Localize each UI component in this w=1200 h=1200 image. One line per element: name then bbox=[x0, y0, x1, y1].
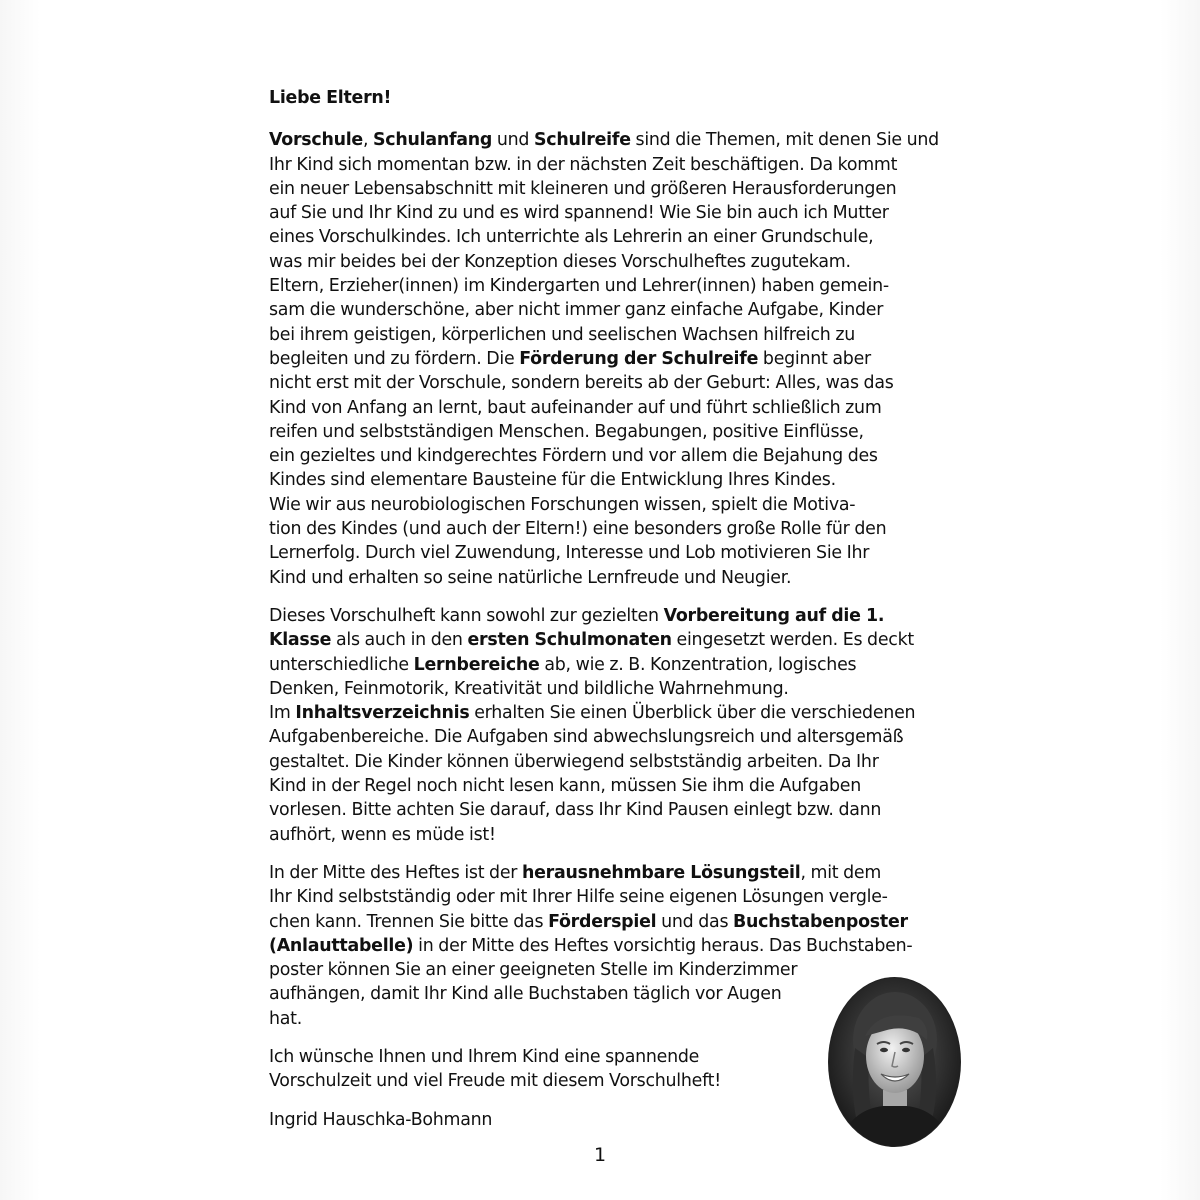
letter-body bbox=[269, 86, 989, 1132]
bold-text: ersten Schulmonaten bbox=[467, 630, 672, 651]
salutation: Liebe Eltern! bbox=[269, 88, 392, 108]
text-segment: aufhört, wenn es müde ist! bbox=[269, 824, 496, 845]
text-segment: In der Mitte des Heftes ist der bbox=[269, 862, 522, 883]
text-line bbox=[269, 468, 989, 492]
text-segment: unterschiedliche bbox=[269, 654, 414, 675]
paragraph-gap bbox=[269, 590, 989, 604]
text-line bbox=[269, 653, 989, 677]
text-segment: nicht erst mit der Vorschule, sondern bereits ab der Geburt: Alles, was das bbox=[269, 373, 894, 394]
text-line bbox=[269, 444, 989, 468]
text-line bbox=[269, 823, 989, 847]
paragraph bbox=[269, 604, 989, 847]
text-line bbox=[269, 201, 989, 225]
text-line bbox=[269, 347, 989, 371]
bold-text: Vorschule bbox=[269, 130, 363, 151]
text-segment: auf Sie und Ihr Kind zu und es wird spannend! Wie Sie bin auch ich Mutter bbox=[269, 203, 889, 224]
text-segment: vorlesen. Bitte achten Sie darauf, dass Ihr Kind Pausen einlegt bzw. dann bbox=[269, 800, 882, 821]
text-segment: erhalten Sie einen Überblick über die verschiedenen bbox=[469, 703, 916, 724]
bold-text: Förderspiel bbox=[548, 911, 657, 932]
text-segment: aufhängen, damit Ihr Kind alle Buchstaben täglich vor Augen bbox=[269, 984, 782, 1005]
text-segment: sind die Themen, mit denen Sie und bbox=[630, 130, 939, 151]
text-segment: Vorschulzeit und viel Freude mit diesem Vorschulheft! bbox=[269, 1071, 721, 1092]
letter-paragraphs bbox=[269, 128, 989, 1093]
text-line bbox=[269, 128, 989, 152]
text-line bbox=[269, 274, 989, 298]
author-portrait-photo bbox=[829, 978, 960, 1146]
text-segment: und bbox=[492, 130, 534, 151]
text-line bbox=[269, 774, 989, 798]
bold-text: Vorbereitung auf die 1. bbox=[663, 605, 885, 626]
text-segment: , bbox=[362, 130, 374, 151]
text-line bbox=[269, 371, 989, 395]
text-line bbox=[269, 396, 989, 420]
bold-text: herausnehmbare Lösungsteil bbox=[521, 862, 801, 883]
text-line bbox=[269, 323, 989, 347]
bold-text: Lernbereiche bbox=[413, 654, 540, 675]
text-line bbox=[269, 493, 989, 517]
author-portrait bbox=[829, 978, 960, 1146]
text-line bbox=[269, 750, 989, 774]
text-line bbox=[269, 517, 989, 541]
text-line bbox=[269, 541, 989, 565]
text-segment: als auch in den bbox=[331, 630, 468, 651]
text-segment: und das bbox=[656, 911, 734, 932]
text-line bbox=[269, 225, 989, 249]
text-line bbox=[269, 628, 989, 652]
text-line bbox=[269, 177, 989, 201]
text-segment: Kind von Anfang an lernt, baut aufeinander auf und führt schließlich zum bbox=[269, 397, 882, 418]
text-segment: in der Mitte des Heftes vorsichtig heraus. Das Buchstaben- bbox=[413, 935, 913, 956]
paragraph bbox=[269, 128, 989, 590]
text-segment: , mit dem bbox=[800, 862, 882, 883]
text-segment: begleiten und zu fördern. Die bbox=[269, 348, 520, 369]
paragraph-gap bbox=[269, 847, 989, 861]
text-line bbox=[269, 566, 989, 590]
text-segment: poster können Sie an einer geeigneten Stelle im Kinderzimmer bbox=[269, 960, 798, 981]
text-segment: tion des Kindes (und auch der Eltern!) eine besonders große Rolle für den bbox=[269, 519, 887, 540]
text-line bbox=[269, 153, 989, 177]
text-line bbox=[269, 604, 989, 628]
text-segment: was mir beides bei der Konzeption dieses Vorschulheftes zugutekam. bbox=[269, 251, 851, 272]
text-segment: eingesetzt werden. Es deckt bbox=[671, 630, 914, 651]
bold-text: Schulreife bbox=[533, 130, 631, 151]
bold-text: Schulanfang bbox=[373, 130, 493, 151]
text-segment: Eltern, Erzieher(innen) im Kindergarten und Lehrer(innen) haben gemein- bbox=[269, 276, 889, 297]
text-line bbox=[269, 677, 989, 701]
text-segment: ab, wie z. B. Konzentration, logisches bbox=[539, 654, 857, 675]
text-segment: chen kann. Trennen Sie bitte das bbox=[269, 911, 549, 932]
text-line bbox=[269, 910, 989, 934]
text-segment: reifen und selbstständigen Menschen. Begabungen, positive Einflüsse, bbox=[269, 421, 864, 442]
text-segment: Ich wünsche Ihnen und Ihrem Kind eine spannende bbox=[269, 1046, 700, 1067]
text-line bbox=[269, 298, 989, 322]
text-segment: Ihr Kind selbstständig oder mit Ihrer Hilfe seine eigenen Lösungen vergle- bbox=[269, 887, 888, 908]
text-segment: hat. bbox=[269, 1008, 303, 1029]
page-number: 1 bbox=[593, 1144, 607, 1166]
text-segment: Im bbox=[269, 703, 296, 724]
text-segment: ein gezieltes und kindgerechtes Fördern und vor allem die Bejahung des bbox=[269, 446, 878, 467]
text-segment: Kind und erhalten so seine natürliche Lernfreude und Neugier. bbox=[269, 567, 792, 588]
bold-text: (Anlauttabelle) bbox=[269, 935, 414, 956]
text-segment: sam die wunderschöne, aber nicht immer ganz einfache Aufgabe, Kinder bbox=[269, 300, 884, 321]
bold-text: Buchstabenposter bbox=[733, 911, 908, 932]
text-segment: ein neuer Lebensabschnitt mit kleineren und größeren Herausforderungen bbox=[269, 178, 897, 199]
text-line bbox=[269, 420, 989, 444]
text-segment: Denken, Feinmotorik, Kreativität und bildliche Wahrnehmung. bbox=[269, 678, 789, 699]
text-line bbox=[269, 250, 989, 274]
text-segment: Dieses Vorschulheft kann sowohl zur gezielten bbox=[269, 605, 664, 626]
bold-text: Inhaltsverzeichnis bbox=[295, 703, 470, 724]
text-segment: Ihr Kind sich momentan bzw. in der nächsten Zeit beschäftigen. Da kommt bbox=[269, 154, 898, 175]
text-segment: Kind in der Regel noch nicht lesen kann, müssen Sie ihm die Aufgaben bbox=[269, 776, 861, 797]
text-segment: Wie wir aus neurobiologischen Forschungen wissen, spielt die Motiva- bbox=[269, 494, 856, 515]
text-line bbox=[269, 934, 989, 958]
text-line bbox=[269, 885, 989, 909]
text-segment: beginnt aber bbox=[758, 348, 871, 369]
text-segment: bei ihrem geistigen, körperlichen und seelischen Wachsen hilfreich zu bbox=[269, 324, 855, 345]
text-segment: Kindes sind elementare Bausteine für die Entwicklung Ihres Kindes. bbox=[269, 470, 836, 491]
text-segment: eines Vorschulkindes. Ich unterrichte als Lehrerin an einer Grundschule, bbox=[269, 227, 874, 248]
text-segment: Aufgabenbereiche. Die Aufgaben sind abwechslungsreich und altersgemäß bbox=[269, 727, 904, 748]
bold-text: Förderung der Schulreife bbox=[519, 348, 759, 369]
bold-text: Klasse bbox=[269, 630, 332, 651]
text-line bbox=[269, 861, 989, 885]
text-line bbox=[269, 725, 989, 749]
text-segment: gestaltet. Die Kinder können überwiegend selbstständig arbeiten. Da Ihr bbox=[269, 751, 879, 772]
text-line bbox=[269, 798, 989, 822]
text-line bbox=[269, 701, 989, 725]
signature: Ingrid Hauschka-Bohmann bbox=[269, 1109, 493, 1130]
text-segment: Lernerfolg. Durch viel Zuwendung, Interesse und Lob motivieren Sie Ihr bbox=[269, 543, 870, 564]
